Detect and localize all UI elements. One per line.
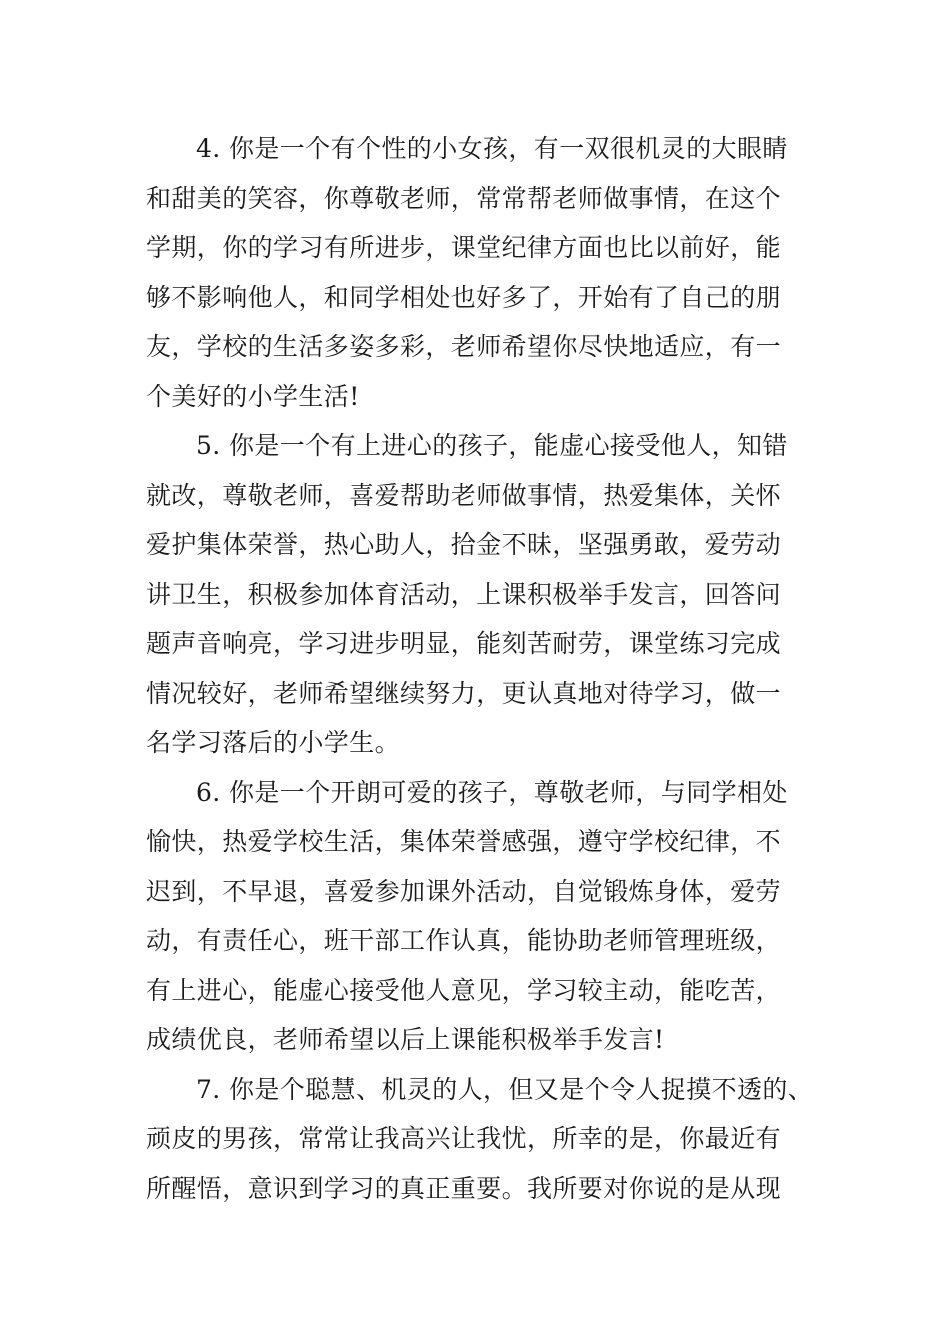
text-line: 6. 你是一个开朗可爱的孩子，尊敬老师，与同学相处 <box>196 777 788 807</box>
text-line: 就改，尊敬老师，喜爱帮助老师做事情，热爱集体，关怀 <box>146 480 782 510</box>
text-line: 愉快，热爱学校生活，集体荣誉感强，遵守学校纪律，不 <box>146 827 782 856</box>
text-line: 情况较好，老师希望继续努力，更认真地对待学习，做一 <box>146 678 782 708</box>
text-line: 顽皮的男孩，常常让我高兴让我忧，所幸的是，你最近有 <box>146 1124 782 1153</box>
text-line: 名学习落后的小学生。 <box>146 728 401 757</box>
text-line: 个美好的小学生活! <box>146 381 360 411</box>
text-line: 迟到，不早退，喜爱参加课外活动，自觉锻炼身体，爱劳 <box>146 876 782 906</box>
document-body <box>146 124 816 1213</box>
text-line: 和甜美的笑容，你尊敬老师，常常帮老师做事情，在这个 <box>146 183 782 213</box>
text-line: 4. 你是一个有个性的小女孩，有一双很机灵的大眼睛 <box>196 134 788 163</box>
text-line: 7. 你是个聪慧、机灵的人，但又是个令人捉摸不透的、 <box>196 1074 814 1104</box>
paragraph-6 <box>146 768 816 1065</box>
paragraph-5 <box>146 421 816 768</box>
text-line: 爱护集体荣誉，热心助人，拾金不昧，坚强勇敢，爱劳动 <box>146 530 782 559</box>
text-line: 动，有责任心，班干部工作认真，能协助老师管理班级， <box>146 926 782 955</box>
text-line: 讲卫生，积极参加体育活动，上课积极举手发言，回答问 <box>146 579 782 609</box>
text-line: 5. 你是一个有上进心的孩子，能虚心接受他人，知错 <box>196 431 788 460</box>
text-line: 有上进心，能虚心接受他人意见，学习较主动，能吃苦， <box>146 975 782 1005</box>
text-line: 成绩优良，老师希望以后上课能积极举手发言! <box>146 1025 665 1054</box>
text-line: 学期，你的学习有所进步，课堂纪律方面也比以前好，能 <box>146 233 782 262</box>
paragraph-7 <box>146 1065 816 1214</box>
text-line: 所醒悟，意识到学习的真正重要。我所要对你说的是从现 <box>146 1173 782 1203</box>
text-line: 够不影响他人，和同学相处也好多了，开始有了自己的朋 <box>146 282 782 312</box>
paragraph-4 <box>146 124 816 421</box>
text-line: 友，学校的生活多姿多彩，老师希望你尽快地适应，有一 <box>146 332 782 361</box>
text-line: 题声音响亮，学习进步明显，能刻苦耐劳，课堂练习完成 <box>146 629 782 658</box>
